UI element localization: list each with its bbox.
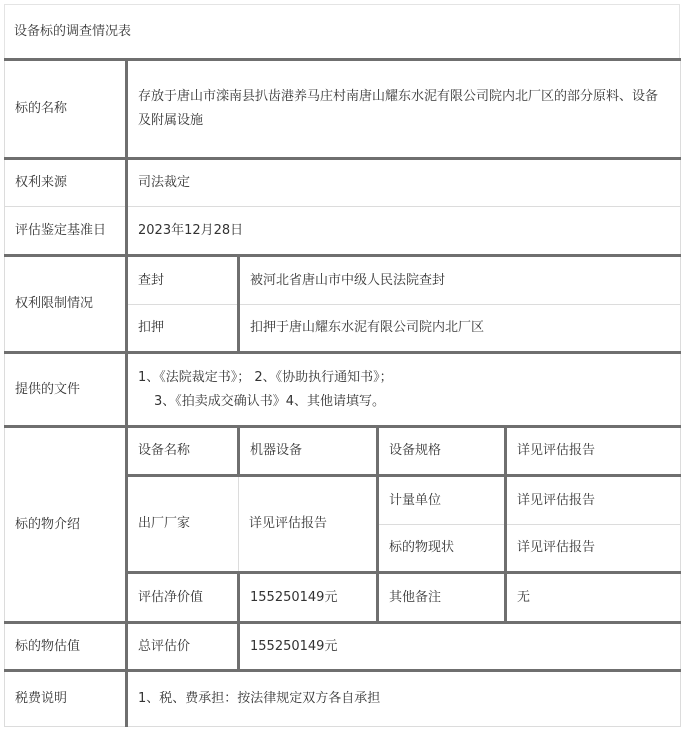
date-label: 评估鉴定基准日 xyxy=(5,207,127,256)
net-value: 155250149元 xyxy=(239,573,378,623)
survey-table xyxy=(4,58,681,727)
docs-label: 提供的文件 xyxy=(5,353,127,427)
unit-value: 详见评估报告 xyxy=(506,476,681,525)
table-caption: 设备标的调查情况表 xyxy=(4,4,680,58)
source-value: 司法裁定 xyxy=(127,159,681,207)
tax-value: 1、税、费承担：按法律规定双方各自承担 xyxy=(127,671,681,727)
maker-value: 详见评估报告 xyxy=(239,476,378,573)
detain-value: 扣押于唐山耀东水泥有限公司院内北厂区 xyxy=(239,305,681,353)
estimate-label: 标的物估值 xyxy=(5,623,127,671)
row-name xyxy=(5,60,681,159)
equip-name-label: 设备名称 xyxy=(127,427,239,476)
net-label: 评估净价值 xyxy=(127,573,239,623)
row-equip-name xyxy=(5,427,681,476)
total-label: 总评估价 xyxy=(127,623,239,671)
remark-value: 无 xyxy=(506,573,681,623)
equip-name-value: 机器设备 xyxy=(239,427,378,476)
restrict-label: 权利限制情况 xyxy=(5,256,127,353)
docs-line-2: 3、《拍卖成交确认书》4、其他请填写。 xyxy=(154,393,386,409)
survey-document xyxy=(4,4,680,727)
total-value: 155250149元 xyxy=(239,623,681,671)
seal-value: 被河北省唐山市中级人民法院查封 xyxy=(239,256,681,305)
unit-label: 计量单位 xyxy=(378,476,506,525)
maker-label: 出厂厂家 xyxy=(127,476,239,573)
status-label: 标的物现状 xyxy=(378,525,506,573)
detain-label: 扣押 xyxy=(127,305,239,353)
date-value: 2023年12月28日 xyxy=(127,207,681,256)
status-value: 详见评估报告 xyxy=(506,525,681,573)
row-estimate xyxy=(5,623,681,671)
row-docs xyxy=(5,353,681,427)
remark-label: 其他备注 xyxy=(378,573,506,623)
intro-label: 标的物介绍 xyxy=(5,427,127,623)
source-label: 权利来源 xyxy=(5,159,127,207)
name-value: 存放于唐山市滦南县扒齿港养马庄村南唐山耀东水泥有限公司院内北厂区的部分原料、设备及附属设施 xyxy=(127,60,681,159)
name-label: 标的名称 xyxy=(5,60,127,159)
equip-spec-label: 设备规格 xyxy=(378,427,506,476)
row-seal xyxy=(5,256,681,305)
docs-value xyxy=(127,353,681,427)
equip-spec-value: 详见评估报告 xyxy=(506,427,681,476)
row-tax xyxy=(5,671,681,727)
row-source xyxy=(5,159,681,207)
tax-label: 税费说明 xyxy=(5,671,127,727)
row-date xyxy=(5,207,681,256)
seal-label: 查封 xyxy=(127,256,239,305)
docs-line-1: 1、《法院裁定书》； 2、《协助执行通知书》； xyxy=(138,369,393,385)
